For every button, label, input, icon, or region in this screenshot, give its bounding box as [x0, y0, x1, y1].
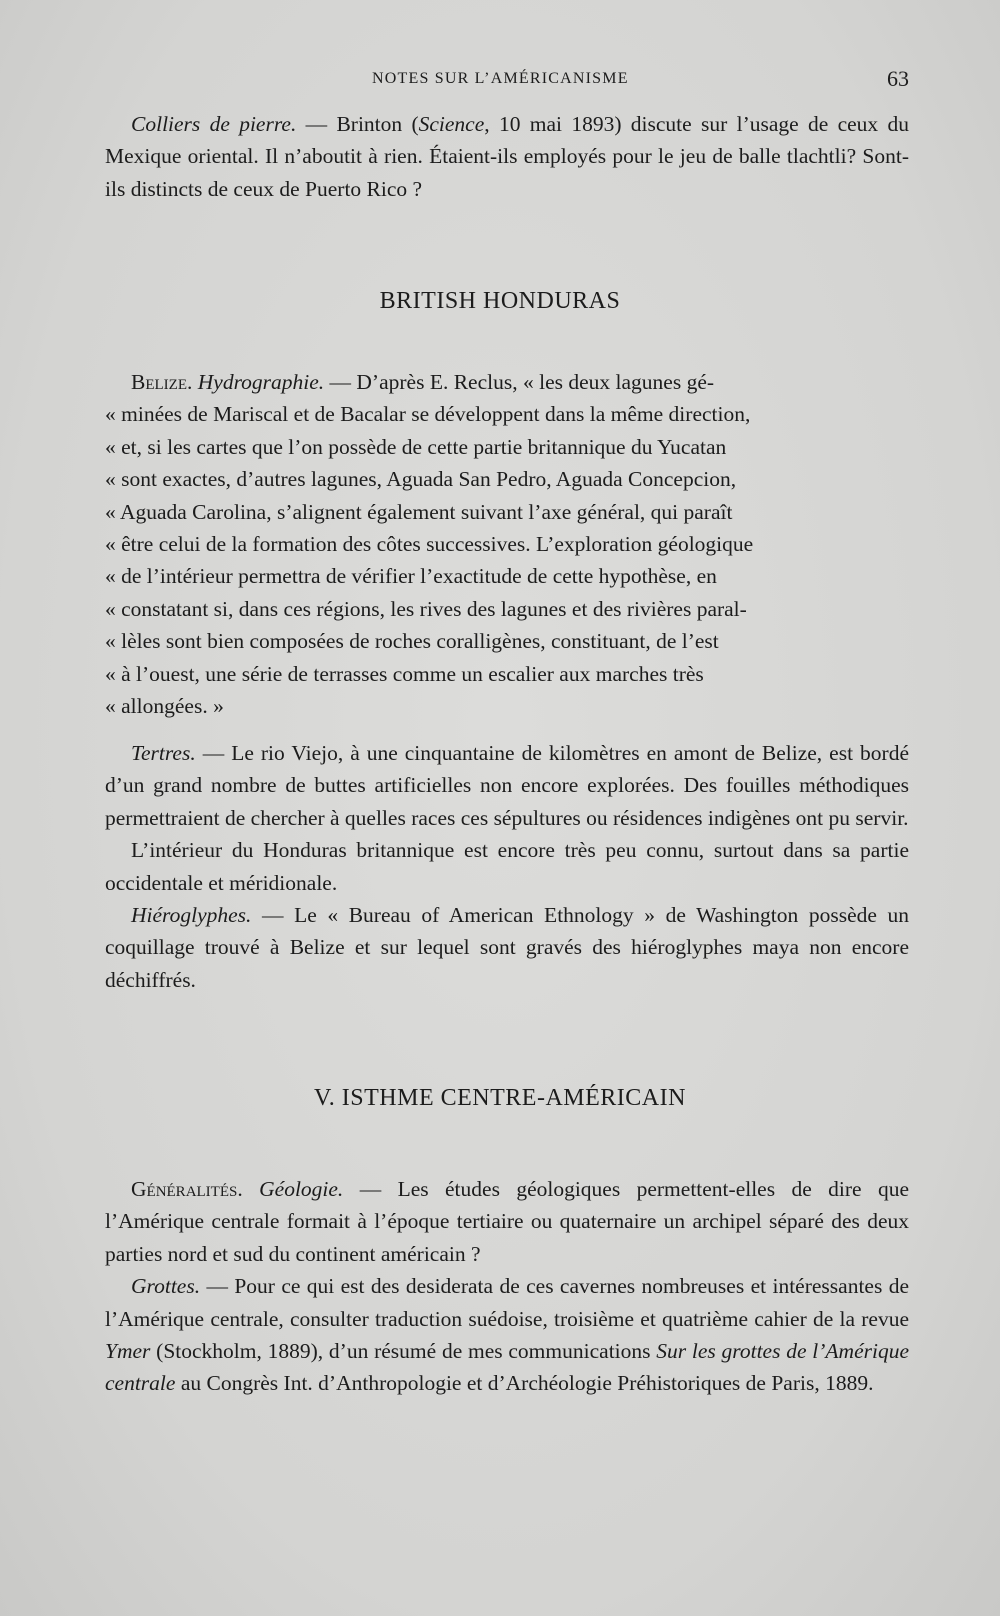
- paragraph-tertres: [105, 737, 909, 996]
- topic-label: Colliers de pierre.: [131, 112, 297, 136]
- quote-line: « de l’intérieur permettra de vérifier l’exactitude de cette hypothèse, en: [105, 564, 717, 589]
- journal-title: Ymer: [105, 1339, 151, 1364]
- quote-line: « et, si les cartes que l’on possède de cette partie britannique du Yucatan: [105, 434, 727, 459]
- quote-line: « minées de Mariscal et de Bacalar se développent dans la même direction,: [105, 402, 751, 427]
- running-title: NOTES SUR L’AMÉRICANISME: [372, 70, 629, 87]
- place-label: Généralités.: [131, 1177, 243, 1201]
- topic-label: Hiéroglyphes.: [131, 903, 252, 928]
- quote-line: « Aguada Carolina, s’alignent également suivant l’axe général, qui paraît: [105, 499, 733, 524]
- paragraph-colliers: [105, 108, 909, 205]
- quote-line: « sont exactes, d’autres lagunes, Aguada San Pedro, Aguada Concepcion,: [105, 467, 737, 492]
- paragraph-text: — Brinton (: [296, 112, 419, 136]
- paragraph-grottes: [105, 1270, 909, 1400]
- communication-title: Sur les grottes de l’Amérique centrale: [105, 1339, 909, 1396]
- quote-line: « constatant si, dans ces régions, les rives des lagunes et des rivières paral-: [105, 596, 747, 621]
- section-heading-isthme: V. ISTHME CENTRE-AMÉRICAIN: [314, 1085, 686, 1111]
- paragraph-text: , 10 mai 1893) discute sur l’usage de ceux du Mexique oriental. Il n’aboutit à rien. Étaient-ils employés pour le jeu de balle tlachtli? Sont-ils distincts de ceux de Puerto Rico ?: [105, 112, 909, 201]
- paragraph-belize: [105, 366, 909, 722]
- topic-label: Grottes.: [131, 1274, 201, 1299]
- section-heading-british-honduras: BRITISH HONDURAS: [379, 288, 621, 314]
- topic-label: Géologie.: [259, 1177, 344, 1201]
- paragraph-text: — Pour ce qui est des desiderata de ces cavernes nombreuses et intéressantes de l’Amérique centrale, consulter traduction suédoise, troisième et quatrième cahier de la revue: [105, 1274, 909, 1331]
- paragraph-text: (Stockholm, 1889), d’un résumé de mes communications: [150, 1339, 657, 1364]
- quote-line: « allongées. »: [105, 694, 224, 719]
- quote-line: « être celui de la formation des côtes successives. L’exploration géologique: [105, 532, 754, 557]
- paragraph-text: — Le rio Viejo, à une cinquantaine de kilomètres en amont de Belize, est bordé d’un grand nombre de buttes artificielles non encore explorées. Des fouilles méthodiques permettraient de chercher à quelles races ces sépultures ou résidences indigènes ont pu servir.: [105, 741, 909, 830]
- quote-line: — D’après E. Reclus, « les deux lagunes gé-: [324, 370, 715, 394]
- page-number: 63: [887, 66, 909, 91]
- source-title: Science: [418, 112, 485, 136]
- topic-label: Hydrographie.: [197, 370, 325, 394]
- place-label: Belize.: [131, 370, 193, 394]
- paragraph-text: au Congrès Int. d’Anthropologie et d’Archéologie Préhistoriques de Paris, 1889.: [175, 1371, 874, 1396]
- quote-line: « à l’ouest, une série de terrasses comme un escalier aux marches très: [105, 661, 704, 686]
- running-head: [0, 66, 1000, 96]
- quote-line: « lèles sont bien composées de roches coralligènes, constituant, de l’est: [105, 629, 719, 654]
- paragraph-text: — Les études géologiques permettent-elles de dire que l’Amérique centrale formait à l’époque tertiaire ou quaternaire un archipel séparé des deux parties nord et sud du continent américain ?: [105, 1177, 910, 1266]
- paragraph-generalites: [105, 1173, 909, 1400]
- topic-label: Tertres.: [131, 741, 196, 765]
- paragraph-interieur: L’intérieur du Honduras britannique est encore très peu connu, surtout dans sa partie occidentale et méridionale.: [105, 838, 909, 895]
- paragraph-text: — Le « Bureau of American Ethnology » de Washington possède un coquillage trouvé à Belize et sur lequel sont gravés des hiéroglyphes maya non encore déchiffrés.: [105, 903, 909, 992]
